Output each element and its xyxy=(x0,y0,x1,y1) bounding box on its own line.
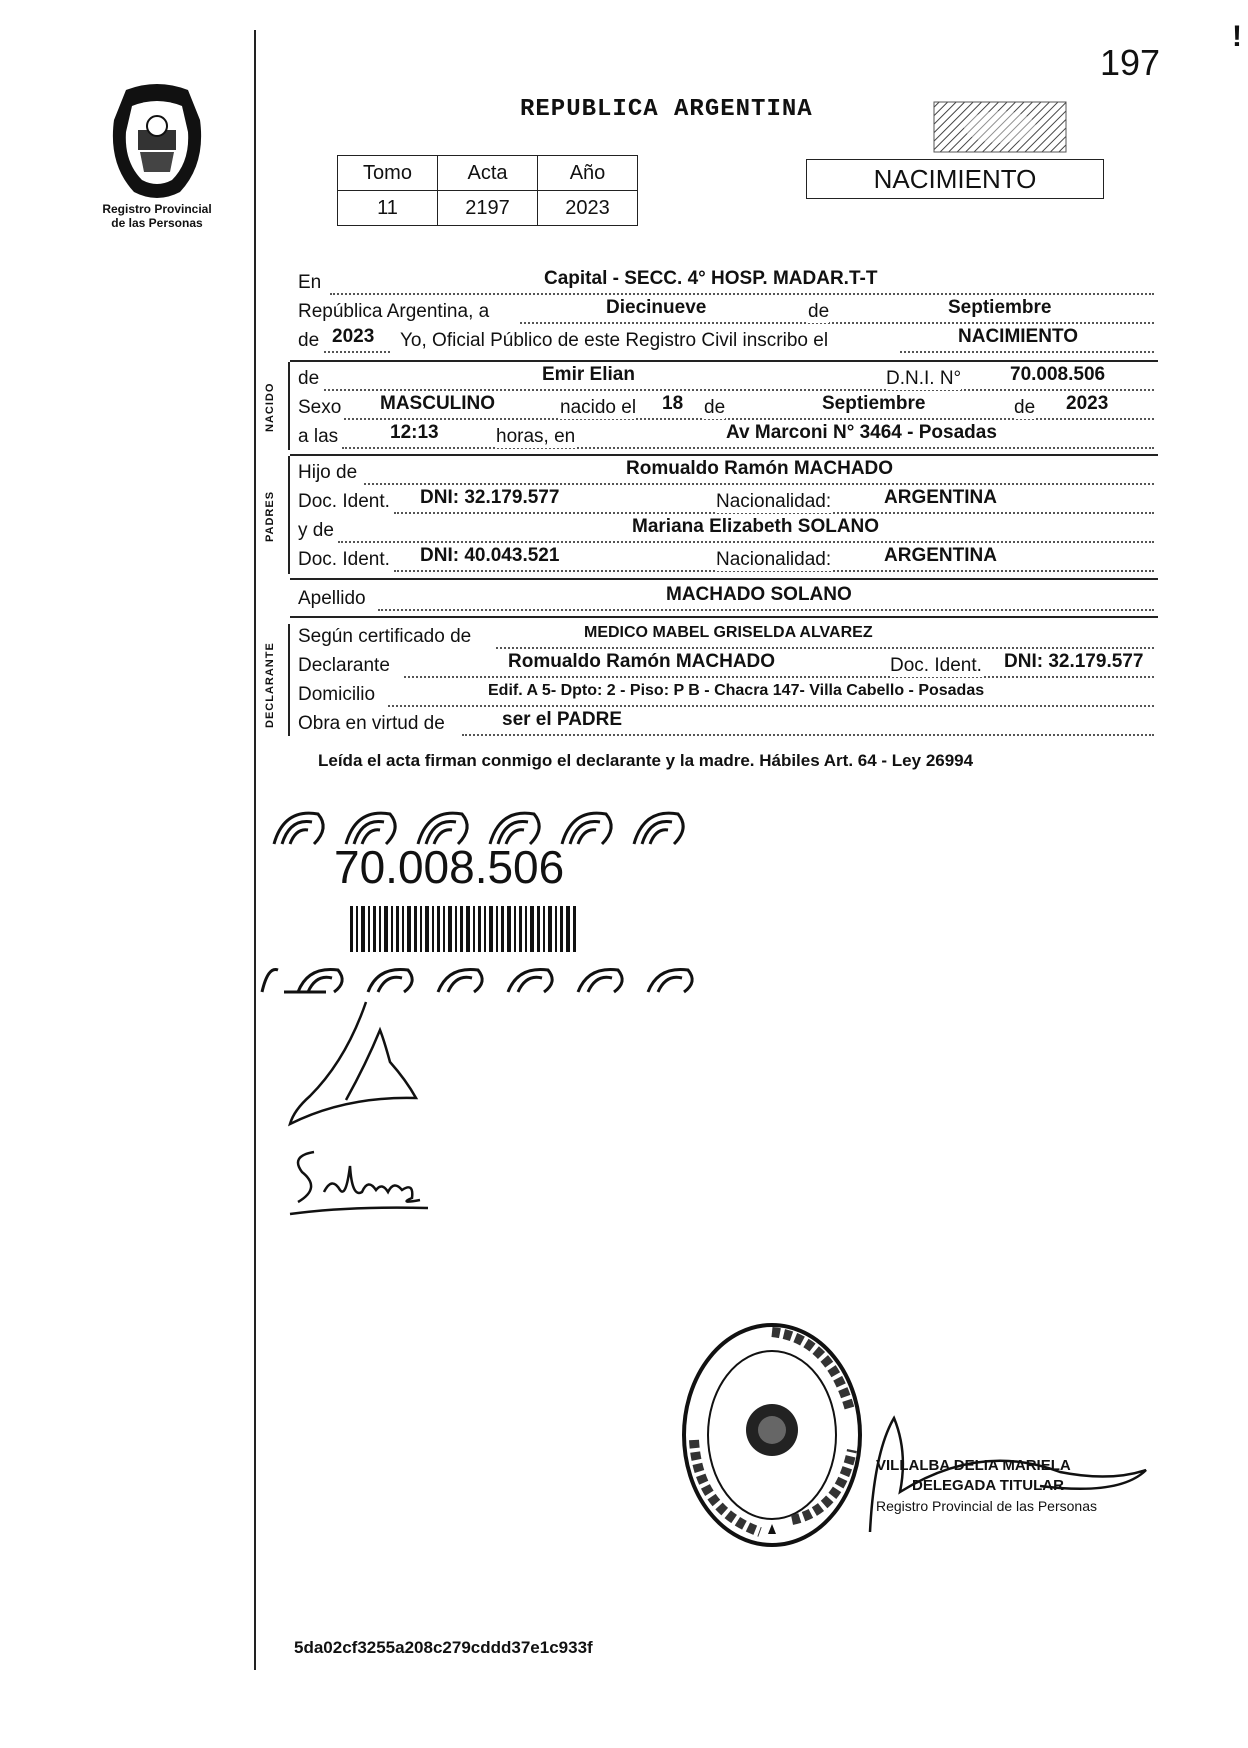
official-title: DELEGADA TITULAR xyxy=(912,1477,1064,1494)
security-pattern-bottom-icon xyxy=(258,962,704,998)
birth-time: 12:13 xyxy=(390,422,439,443)
father-doc: DNI: 32.179.577 xyxy=(420,487,560,508)
mother-signature-icon xyxy=(288,1142,438,1218)
acta-header: Acta xyxy=(438,156,538,191)
birth-month: Septiembre xyxy=(822,393,926,414)
sex-birth-row: Sexo MASCULINO nacido el 18 de Septiembre de 2023 xyxy=(298,393,1154,423)
certificate-value: MEDICO MABEL GRISELDA ALVAREZ xyxy=(584,624,873,641)
mother-row: y de Mariana Elizabeth SOLANO xyxy=(298,516,1154,546)
record-type-box: NACIMIENTO xyxy=(806,159,1104,199)
official-org: Registro Provincial de las Personas xyxy=(876,1498,1097,1514)
inscription-row: de 2023 Yo, Oficial Público de este Registro Civil inscribo el NACIMIENTO xyxy=(298,326,1154,356)
security-dni-number: 70.008.506 xyxy=(334,841,565,893)
closing-statement: Leída el acta firman conmigo el declarante y la madre. Hábiles Art. 64 - Ley 26994 xyxy=(318,751,974,770)
reason-value: ser el PADRE xyxy=(502,709,623,730)
inscribed-value: NACIMIENTO xyxy=(958,326,1078,347)
address-row: Domicilio Edif. A 5- Dpto: 2 - Piso: P B - Chacra 147- Villa Cabello - Posadas xyxy=(298,680,1154,710)
padres-label: PADRES xyxy=(264,490,276,542)
date-row: República Argentina, a Diecinueve de Septiembre xyxy=(298,297,1154,327)
name-row: de Emir Elian D.N.I. N° 70.008.506 xyxy=(298,364,1154,394)
father-doc-row: Doc. Ident. DNI: 32.179.577 Nacionalidad: ARGENTINA xyxy=(298,487,1154,517)
reason-row: Obra en virtud de ser el PADRE xyxy=(298,709,1154,739)
declarant-row: Declarante Romualdo Ramón MACHADO Doc. Ident. DNI: 32.179.577 xyxy=(298,651,1154,681)
mother-name: Mariana Elizabeth SOLANO xyxy=(632,516,880,537)
tomo-value: 11 xyxy=(338,191,438,226)
barcode-icon xyxy=(350,906,576,952)
declarant-doc: DNI: 32.179.577 xyxy=(1004,651,1144,672)
province-logo-icon xyxy=(96,80,218,204)
declarante-label: DECLARANTE xyxy=(264,642,276,728)
sex-value: MASCULINO xyxy=(380,393,496,414)
top-mark: ! xyxy=(1232,20,1242,53)
document-hash: 5da02cf3255a208c279cddd37e1c933f xyxy=(294,1638,593,1657)
watermark-crest-icon xyxy=(932,100,1068,154)
official-stamp-icon xyxy=(680,1320,864,1550)
year-value: 2023 xyxy=(332,326,375,347)
birth-place: Av Marconi N° 3464 - Posadas xyxy=(726,422,997,443)
official-name: VILLALBA DELIA MARIELA xyxy=(876,1457,1071,1474)
month-value: Septiembre xyxy=(948,297,1052,318)
tomo-header: Tomo xyxy=(338,156,438,191)
place-value: Capital - SECC. 4° HOSP. MADAR.T-T xyxy=(544,268,878,289)
birth-year: 2023 xyxy=(1066,393,1109,414)
surname-value: MACHADO SOLANO xyxy=(666,584,852,605)
father-nationality: ARGENTINA xyxy=(884,487,997,508)
declarant-signature-icon xyxy=(286,1000,436,1130)
anio-header: Año xyxy=(538,156,638,191)
day-value: Diecinueve xyxy=(606,297,707,318)
father-row: Hijo de Romualdo Ramón MACHADO xyxy=(298,458,1154,488)
mother-doc: DNI: 40.043.521 xyxy=(420,545,560,566)
official-signature-block xyxy=(876,1456,1097,1516)
mother-doc-row: Doc. Ident. DNI: 40.043.521 Nacionalidad: ARGENTINA xyxy=(298,545,1154,575)
surname-row: Apellido MACHADO SOLANO xyxy=(298,584,1154,614)
acta-value: 2197 xyxy=(438,191,538,226)
place-row xyxy=(298,268,1154,298)
declarant-name: Romualdo Ramón MACHADO xyxy=(508,651,776,672)
father-name: Romualdo Ramón MACHADO xyxy=(626,458,894,479)
record-table xyxy=(337,155,638,226)
birth-day: 18 xyxy=(662,393,684,414)
anio-value: 2023 xyxy=(538,191,638,226)
child-dni: 70.008.506 xyxy=(1010,364,1106,385)
time-place-row: a las 12:13 horas, en Av Marconi N° 3464 - Posadas xyxy=(298,422,1154,452)
nacido-label: NACIDO xyxy=(264,382,276,432)
document-title: REPUBLICA ARGENTINA xyxy=(520,96,813,123)
en-label: En xyxy=(298,272,322,293)
margin-rule xyxy=(254,30,256,1670)
registry-name: Registro Provincial de las Personas xyxy=(102,202,212,230)
address-value: Edif. A 5- Dpto: 2 - Piso: P B - Chacra 147- Villa Cabello - Posadas xyxy=(488,682,985,699)
mother-nationality: ARGENTINA xyxy=(884,545,997,566)
certificate-row: Según certificado de MEDICO MABEL GRISELDA ALVAREZ xyxy=(298,622,1154,652)
page-number: 197 xyxy=(1100,42,1161,83)
child-name: Emir Elian xyxy=(542,364,635,385)
